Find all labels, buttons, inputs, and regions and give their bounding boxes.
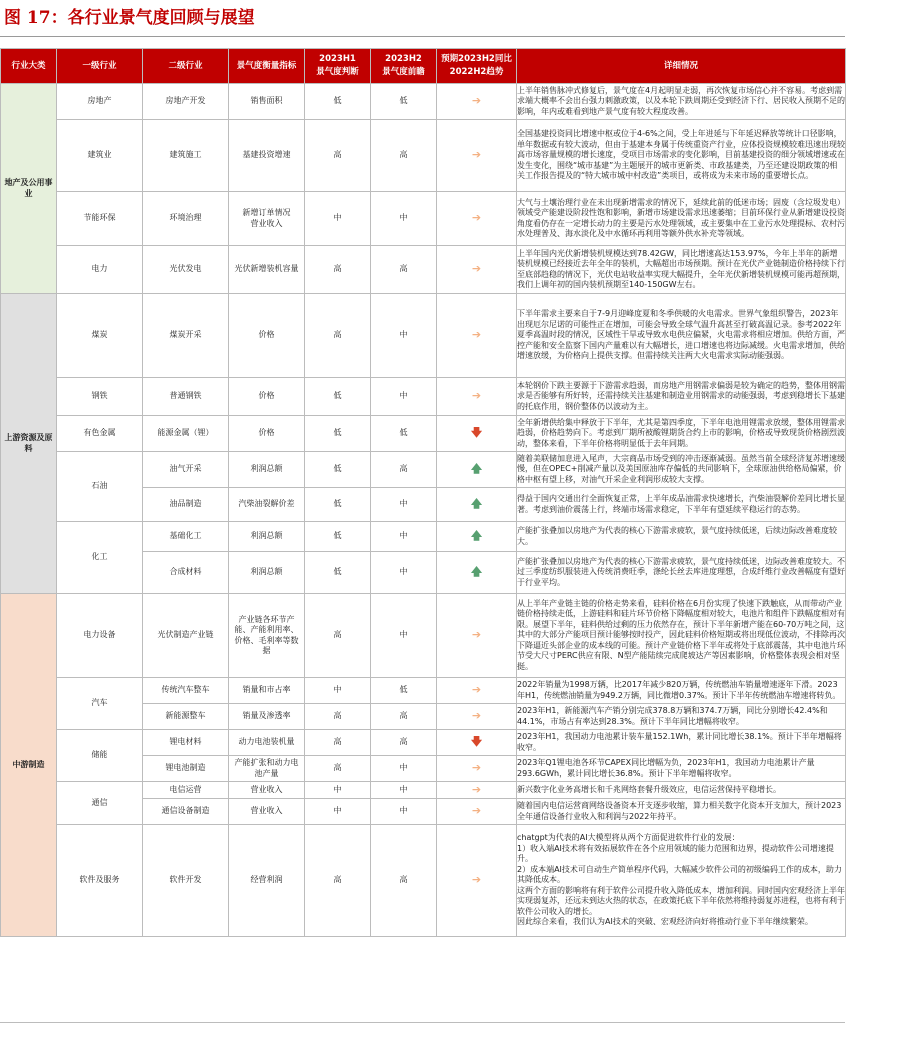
table-row [1, 192, 846, 246]
indicator-cell: 经营利润 [229, 825, 305, 937]
detail-cell: 全国基建投资同比增速中枢或位于4-6%之间，受上年进延与下年延迟释放等统计口径影响，单年数据或有较大波动，但由于基建本身属于传统重资产行业，应体投资规模较难迅速出现较高市场容量规模的增长速度，受项目市场需求的变化影响，目前基建投资的细分领域增速或在发生变化，围绕“城市基建”为主题展开的城市更新类、市政基建类，乃至还建设期政策的相关工作报告提及的“特大城市城中村改造”类项目，或将成为未来市场的重要增长点。 [517, 120, 846, 192]
h1-outlook-cell: 低 [305, 452, 371, 488]
trend-cell [437, 522, 517, 552]
h1-outlook-cell: 高 [305, 825, 371, 937]
trend-cell [437, 552, 517, 594]
level1-cell: 软件及服务 [57, 825, 143, 937]
h1-outlook-cell: 高 [305, 246, 371, 294]
trend-cell [437, 294, 517, 378]
h1-outlook-cell: 高 [305, 730, 371, 756]
arrow-right-icon: ➔ [471, 389, 482, 403]
header-level2: 二级行业 [143, 49, 229, 84]
table-row [1, 678, 846, 704]
table-row [1, 825, 846, 937]
title-divider [0, 36, 845, 37]
h2-outlook-cell: 高 [371, 730, 437, 756]
indicator-cell: 销量及渗透率 [229, 704, 305, 730]
level2-cell: 新能源整车 [143, 704, 229, 730]
level2-cell: 锂电池制造 [143, 756, 229, 782]
h1-outlook-cell: 低 [305, 84, 371, 120]
arrow-right-icon: ➔ [471, 262, 482, 276]
trend-cell [437, 825, 517, 937]
level1-cell: 通信 [57, 782, 143, 825]
arrow-down-icon: 🡇 [470, 426, 483, 440]
arrow-right-icon: ➔ [471, 148, 482, 162]
h1-outlook-cell: 低 [305, 488, 371, 522]
trend-cell [437, 84, 517, 120]
detail-cell: 产能扩张叠加以房地产为代表的核心下游需求疲软，景气度持续低迷，后续边际改善难度较大。 [517, 522, 846, 552]
detail-cell: 本轮钢价下跌主要源于下游需求趋弱，而房地产用钢需求偏弱是较为确定的趋势，整体用钢需求是否能够有所好转，还需持续关注基建和制造业用钢需求的动能强弱，考虑到稳增长下基建的托底作用，钢价整体仍以波动为主。 [517, 378, 846, 416]
arrow-right-icon: ➔ [471, 328, 482, 342]
h1-outlook-cell: 高 [305, 294, 371, 378]
h2-outlook-cell: 高 [371, 120, 437, 192]
level2-cell: 软件开发 [143, 825, 229, 937]
h1-outlook-cell: 高 [305, 120, 371, 192]
level1-cell: 房地产 [57, 84, 143, 120]
h1-outlook-cell: 中 [305, 678, 371, 704]
trend-cell [437, 730, 517, 756]
header-indicator: 景气度衡量指标 [229, 49, 305, 84]
detail-cell: 随着美联储加息进入尾声，大宗商品市场受到的冲击逐渐减弱。虽然当前全球经济复苏增速缓慢，但在OPEC+削减产量以及美国原油库存偏低的共同影响下，全球原油供给格局偏紧，价格中枢有望上移，对油气开采企业利润形成较大支撑。 [517, 452, 846, 488]
indicator-cell: 基建投资增速 [229, 120, 305, 192]
indicator-cell: 营业收入 [229, 782, 305, 799]
trend-cell [437, 799, 517, 825]
bottom-divider [0, 1022, 845, 1023]
header-detail: 详细情况 [517, 49, 846, 84]
indicator-cell: 利润总额 [229, 522, 305, 552]
h1-outlook-cell: 低 [305, 552, 371, 594]
indicator-cell: 光伏新增装机容量 [229, 246, 305, 294]
arrow-right-icon: ➔ [471, 628, 482, 642]
h2-outlook-cell: 低 [371, 416, 437, 452]
indicator-cell: 新增订单情况 营业收入 [229, 192, 305, 246]
h2-outlook-cell: 中 [371, 378, 437, 416]
h2-outlook-cell: 高 [371, 825, 437, 937]
table-row [1, 782, 846, 799]
arrow-up-icon: 🡅 [470, 565, 483, 579]
level1-cell: 储能 [57, 730, 143, 782]
detail-cell: 上半年销售脉冲式修复后，景气度在4月起明显走弱，再次恢复市场信心并不容易。考虑到需求端大概率不会出台强力刺激政策，以及本轮下跌周期还受到经济下行、居民收入预期不足的影响，年内或难看到地产景气度有较大程度改善。 [517, 84, 846, 120]
indicator-cell: 价格 [229, 294, 305, 378]
table-row [1, 730, 846, 756]
h2-outlook-cell: 高 [371, 704, 437, 730]
level1-cell: 有色金属 [57, 416, 143, 452]
arrow-right-icon: ➔ [471, 709, 482, 723]
h1-outlook-cell: 中 [305, 782, 371, 799]
level2-cell: 环境治理 [143, 192, 229, 246]
h2-outlook-cell: 中 [371, 552, 437, 594]
h2-outlook-cell: 中 [371, 294, 437, 378]
figure-title: 图 17：各行业景气度回顾与展望 [4, 8, 255, 28]
indicator-cell: 汽柴油裂解价差 [229, 488, 305, 522]
arrow-right-icon: ➔ [471, 873, 482, 887]
trend-cell [437, 678, 517, 704]
arrow-right-icon: ➔ [471, 94, 482, 108]
trend-cell [437, 416, 517, 452]
indicator-cell: 利润总额 [229, 552, 305, 594]
detail-cell: 上半年国内光伏新增装机规模达到78.42GW，同比增速高达153.97%，今年上半年的新增装机规模已经接近去年全年的装机，大幅超出市场预期。预计在光伏产业链制造价格持续下行至底部趋稳的情况下，光伏电站收益率实现大幅提升，全年光伏新增装机规模可能再超预期，我们上调年初的国内装机预期至140-150GW左右。 [517, 246, 846, 294]
table-row [1, 522, 846, 552]
arrow-up-icon: 🡅 [470, 497, 483, 511]
level2-cell: 建筑施工 [143, 120, 229, 192]
indicator-cell: 动力电池装机量 [229, 730, 305, 756]
level1-cell: 建筑业 [57, 120, 143, 192]
h2-outlook-cell: 中 [371, 799, 437, 825]
trend-cell [437, 378, 517, 416]
h2-outlook-cell: 中 [371, 192, 437, 246]
h2-outlook-cell: 中 [371, 782, 437, 799]
trend-cell [437, 704, 517, 730]
level2-cell: 通信设备制造 [143, 799, 229, 825]
table-row [1, 594, 846, 678]
detail-cell: 2022年销量为1998万辆，比2017年减少820万辆，传统燃油车销量增速逐年下滑。2023年H1，传统燃油销量为949.2万辆，同比微增0.37%。预计下半年传统燃油车增速将转负。 [517, 678, 846, 704]
trend-cell [437, 192, 517, 246]
h2-outlook-cell: 中 [371, 522, 437, 552]
h1-outlook-cell: 中 [305, 799, 371, 825]
detail-cell: 下半年需求主要来自于7-9月迎峰度夏和冬季供暖的火电需求。世界气象组织警告，2023年出现厄尔尼诺的可能性正在增加，可能会导致全球气温升高甚至打破高温记录。参考2022年夏季高温时段的情况，区域性干旱或导致水电供应偏紧，火电需求将相应增加。供给方面，严控产能和安全监察下国内产量难以有大幅增长，进口增速也将边际减缓。火电需求增加，供给增速放缓，为价格向上提供支撑。但需持续关注两大火电需求实际动能强弱。 [517, 294, 846, 378]
arrow-up-icon: 🡅 [470, 462, 483, 476]
header-h1: 2023H1 景气度判断 [305, 49, 371, 84]
h2-outlook-cell: 低 [371, 84, 437, 120]
indicator-cell: 价格 [229, 416, 305, 452]
detail-cell: 2023年H1，我国动力电池累计装车量152.1Wh，累计同比增长38.1%。预计下半年增幅将收窄。 [517, 730, 846, 756]
table-row [1, 452, 846, 488]
table-row [1, 84, 846, 120]
h1-outlook-cell: 中 [305, 192, 371, 246]
header-level1: 一级行业 [57, 49, 143, 84]
table-row [1, 416, 846, 452]
table-row [1, 378, 846, 416]
industry-table [0, 48, 846, 937]
level1-cell: 汽车 [57, 678, 143, 730]
level1-cell: 电力 [57, 246, 143, 294]
level2-cell: 能源金属（锂） [143, 416, 229, 452]
category-cell: 中游制造 [1, 594, 57, 937]
indicator-cell: 产能扩张和动力电池产量 [229, 756, 305, 782]
trend-cell [437, 756, 517, 782]
indicator-cell: 销量和市占率 [229, 678, 305, 704]
level2-cell: 电信运营 [143, 782, 229, 799]
trend-cell [437, 782, 517, 799]
indicator-cell: 产业链各环节产能、产能利用率、价格、毛利率等数据 [229, 594, 305, 678]
level1-cell: 节能环保 [57, 192, 143, 246]
level2-cell: 油气开采 [143, 452, 229, 488]
detail-cell: chatgpt为代表的AI大模型将从两个方面促进软件行业的发展： 1）收入端AI技术将有效拓展软件在各个应用领域的能力范围和边界，提动软件公司增速提升。 2）成本端AI技术可自动生产简单程序代码，大幅减少软件公司的初级编码工作的成本，助力其降低成本。 这两个方面的影响将有利于软件公司提升收入降低成本，增加利润。同时国内宏观经济上半年实现弱复苏，还远未到达火热的状态，在政策托底下半年依然将维持弱复苏进程，也将有利于软件公司收入的增长。 因此综合来看，我们认为AI技术的突破、宏观经济向好将推动行业下半年继续繁荣。 [517, 825, 846, 937]
level2-cell: 房地产开发 [143, 84, 229, 120]
level2-cell: 煤炭开采 [143, 294, 229, 378]
detail-cell: 2023年H1，新能源汽车产销分别完成378.8万辆和374.7万辆，同比分别增长42.4%和44.1%，市场占有率达到28.3%。预计下半年同比增幅将收窄。 [517, 704, 846, 730]
trend-cell [437, 246, 517, 294]
level2-cell: 光伏制造产业链 [143, 594, 229, 678]
trend-cell [437, 488, 517, 522]
detail-cell: 产能扩张叠加以房地产为代表的核心下游需求疲软，景气度持续低迷，边际改善难度较大。不过三季度纺织服装进入传统消费旺季，涤纶长丝去库进度理想，合成纤维行业改善幅度有望好于行业平均。 [517, 552, 846, 594]
h1-outlook-cell: 低 [305, 416, 371, 452]
header-h2: 2023H2 景气度前瞻 [371, 49, 437, 84]
level1-cell: 煤炭 [57, 294, 143, 378]
arrow-right-icon: ➔ [471, 804, 482, 818]
level2-cell: 传统汽车整车 [143, 678, 229, 704]
arrow-right-icon: ➔ [471, 683, 482, 697]
indicator-cell: 利润总额 [229, 452, 305, 488]
table-header-row [1, 49, 846, 84]
level2-cell: 光伏发电 [143, 246, 229, 294]
level2-cell: 油品制造 [143, 488, 229, 522]
level1-cell: 化工 [57, 522, 143, 594]
h2-outlook-cell: 低 [371, 678, 437, 704]
table-row [1, 120, 846, 192]
arrow-right-icon: ➔ [471, 761, 482, 775]
h1-outlook-cell: 低 [305, 378, 371, 416]
indicator-cell: 营业收入 [229, 799, 305, 825]
header-trend: 预期2023H2同比 2022H2趋势 [437, 49, 517, 84]
indicator-cell: 价格 [229, 378, 305, 416]
detail-cell: 新兴数字化业务高增长和千兆网络套餐升级效应，电信运营保持平稳增长。 [517, 782, 846, 799]
level2-cell: 锂电材料 [143, 730, 229, 756]
h1-outlook-cell: 低 [305, 522, 371, 552]
indicator-cell: 销售面积 [229, 84, 305, 120]
level1-cell: 石油 [57, 452, 143, 522]
trend-cell [437, 452, 517, 488]
header-category: 行业大类 [1, 49, 57, 84]
h2-outlook-cell: 高 [371, 246, 437, 294]
arrow-up-icon: 🡅 [470, 529, 483, 543]
h1-outlook-cell: 高 [305, 756, 371, 782]
h2-outlook-cell: 中 [371, 756, 437, 782]
level1-cell: 电力设备 [57, 594, 143, 678]
level2-cell: 普通钢铁 [143, 378, 229, 416]
h2-outlook-cell: 中 [371, 594, 437, 678]
table-row [1, 294, 846, 378]
category-cell: 上游资源及原料 [1, 294, 57, 594]
h1-outlook-cell: 高 [305, 594, 371, 678]
level2-cell: 合成材料 [143, 552, 229, 594]
table-row [1, 246, 846, 294]
h1-outlook-cell: 高 [305, 704, 371, 730]
trend-cell [437, 594, 517, 678]
arrow-right-icon: ➔ [471, 782, 482, 796]
detail-cell: 大气与土壤治理行业在未出现新增需求的情况下，延续此前的低迷市场；固废（含垃圾发电）领域受产能建设阶段性饱和影响，新增市场建设需求迅速萎缩；目前环保行业从新增建设投资角度看仍存在一定增长动力的主要是污水处理领域，或主要集中在工业污水处理提标、农村污水处理普及、海水淡化及中水循环再利用等额外供水补充等领域。 [517, 192, 846, 246]
detail-cell: 从上半年产业链主链的价格走势来看，硅料价格在6月份实现了快速下跌触底，从而带动产业链价格持续走低，上游硅料和硅片环节价格下降幅度相对较大，电池片和组件下跌幅度相对有限。展望下半年，硅料供给过剩的压力依然存在，预计下半年新增产能在60-70万吨之间，这其中的大部分产能项目预计能够按时投产，因此硅料价格短期或将出现低位波动，不排除再次下降逼近头部企业的成本线的可能。预计产业链价格下半年或将处于底部震荡，其中电池片环节受大尺寸PERC供应有限、N型产能陆续完成爬坡达产等因素影响，价格整体表现会相对坚挺。 [517, 594, 846, 678]
h2-outlook-cell: 中 [371, 488, 437, 522]
trend-cell [437, 120, 517, 192]
category-cell: 地产及公用事业 [1, 84, 57, 294]
detail-cell: 得益于国内交通出行全面恢复正常，上半年成品油需求快速增长，汽柴油裂解价差同比增长显著。考虑到油价震荡上行，终端市场需求稳定，下半年有望延续平稳运行的态势。 [517, 488, 846, 522]
detail-cell: 2023年Q1锂电池各环节CAPEX同比增幅为负，2023年H1，我国动力电池累计产量293.6GWh，累计同比增长36.8%。预计下半年增幅将收窄。 [517, 756, 846, 782]
arrow-down-icon: 🡇 [470, 735, 483, 749]
level1-cell: 钢铁 [57, 378, 143, 416]
detail-cell: 全年新增供给集中释放于下半年，尤其是第四季度，下半年电池用锂需求放缓，整体用锂需求趋弱，价格趋势向下。考虑到厂期所被酸锂期货合约上市的影响，价格或导致现货价格剧烈波动，整体来看，下半年价格将明显低于去年同期。 [517, 416, 846, 452]
h2-outlook-cell: 高 [371, 452, 437, 488]
level2-cell: 基础化工 [143, 522, 229, 552]
detail-cell: 随着国内电信运营商网络设备资本开支逐步收缩，算力相关数字化资本开支加大，预计2023全年通信设备行业收入和利润与2022年持平。 [517, 799, 846, 825]
arrow-right-icon: ➔ [471, 211, 482, 225]
